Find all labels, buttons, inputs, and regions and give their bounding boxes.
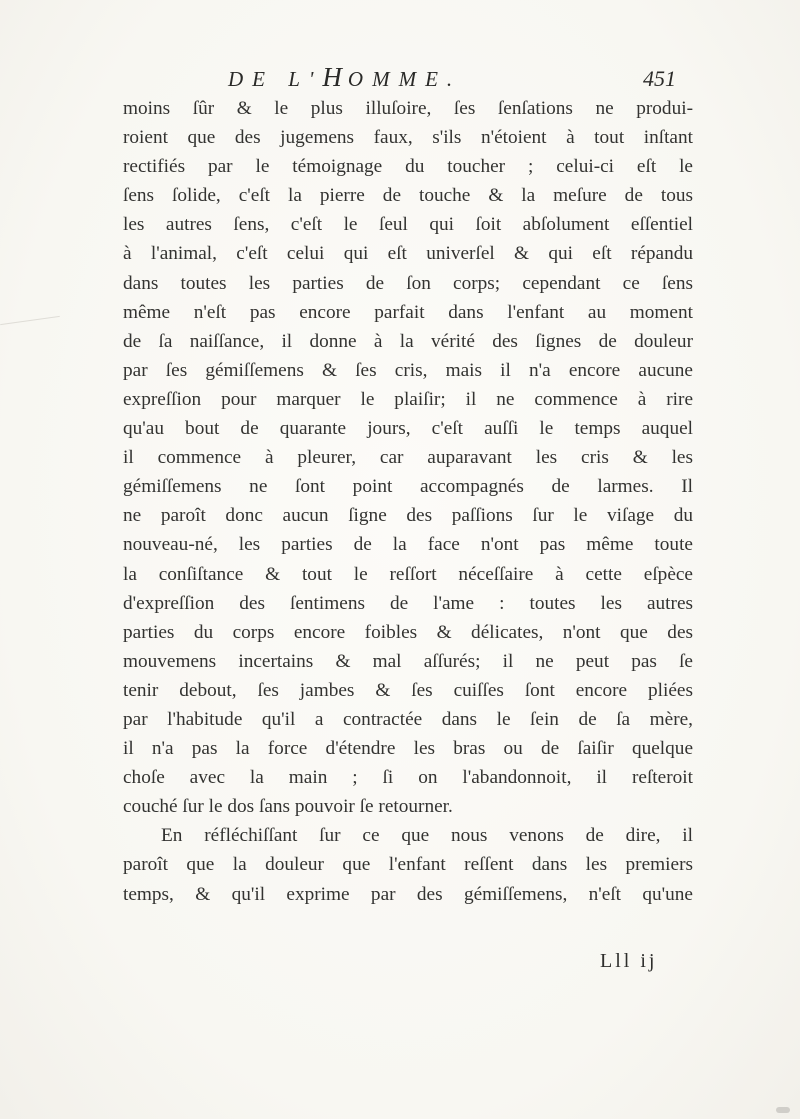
text-line: ſens ſolide, c'eſt la pierre de touche & la meſure de tous bbox=[123, 185, 693, 207]
paper-blemish bbox=[0, 316, 60, 325]
text-line: par ſes gémiſſemens & ſes cris, mais il n'a encore aucune bbox=[123, 359, 693, 381]
text-line: expreſſion pour marquer le plaiſir; il ne commence à rire bbox=[123, 388, 693, 410]
text-line: la conſiſtance & tout le reſſort néceſſaire à cette eſpèce bbox=[123, 563, 693, 585]
text-line: même n'eſt pas encore parfait dans l'enfant au moment bbox=[123, 301, 693, 323]
running-head-capital: H bbox=[322, 62, 348, 92]
body-text bbox=[123, 94, 693, 909]
text-line: d'expreſſion des ſentimens de l'ame : toutes les autres bbox=[123, 592, 693, 614]
page-number: 451 bbox=[643, 66, 676, 91]
page-header bbox=[120, 62, 680, 92]
text-line: dans toutes les parties de ſon corps; cependant ce ſens bbox=[123, 272, 693, 294]
text-line: il n'a pas la force d'étendre les bras ou de ſaiſir quelque bbox=[123, 738, 693, 760]
text-line: de ſa naiſſance, il donne à la vérité des ſignes de douleur bbox=[123, 330, 693, 352]
paper-smudge bbox=[776, 1107, 790, 1113]
text-line: En réfléchiſſant ſur ce que nous venons de dire, il bbox=[161, 825, 693, 847]
text-line: qu'au bout de quarante jours, c'eſt auſſi le temps auquel bbox=[123, 418, 693, 440]
text-line: paroît que la douleur que l'enfant reſſent dans les premiers bbox=[123, 854, 693, 876]
text-line: choſe avec la main ; ſi on l'abandonnoit, il reſteroit bbox=[123, 767, 693, 789]
text-line: roient que des jugemens faux, s'ils n'étoient à tout inſtant bbox=[123, 127, 693, 149]
running-head-suffix: OMME. bbox=[347, 67, 462, 91]
text-line: par l'habitude qu'il a contractée dans le ſein de ſa mère, bbox=[123, 708, 693, 730]
signature-mark: Lll ij bbox=[600, 950, 658, 972]
text-line: gémiſſemens ne ſont point accompagnés de larmes. Il bbox=[123, 476, 693, 498]
text-line: ne paroît donc aucun ſigne des paſſions ſur le viſage du bbox=[123, 505, 693, 527]
text-line: tenir debout, ſes jambes & ſes cuiſſes ſont encore pliées bbox=[123, 679, 693, 701]
text-line: rectifiés par le témoignage du toucher ; celui-ci eſt le bbox=[123, 156, 693, 178]
text-line: nouveau-né, les parties de la face n'ont pas même toute bbox=[123, 534, 693, 556]
text-line: couché ſur le dos ſans pouvoir ſe retourner. bbox=[123, 796, 453, 818]
text-line: les autres ſens, c'eſt le ſeul qui ſoit abſolument eſſentiel bbox=[123, 214, 693, 236]
text-line: à l'animal, c'eſt celui qui eſt univerſel & qui eſt répandu bbox=[123, 243, 693, 265]
running-head-prefix: DE L' bbox=[228, 67, 323, 91]
running-head bbox=[228, 62, 461, 93]
text-line: parties du corps encore foibles & délicates, n'ont que des bbox=[123, 621, 693, 643]
text-line: temps, & qu'il exprime par des gémiſſemens, n'eſt qu'une bbox=[123, 883, 693, 905]
text-line: moins ſûr & le plus illuſoire, ſes ſenſations ne produi- bbox=[123, 98, 693, 119]
text-line: il commence à pleurer, car auparavant les cris & les bbox=[123, 447, 693, 469]
text-line: mouvemens incertains & mal aſſurés; il ne peut pas ſe bbox=[123, 650, 693, 672]
